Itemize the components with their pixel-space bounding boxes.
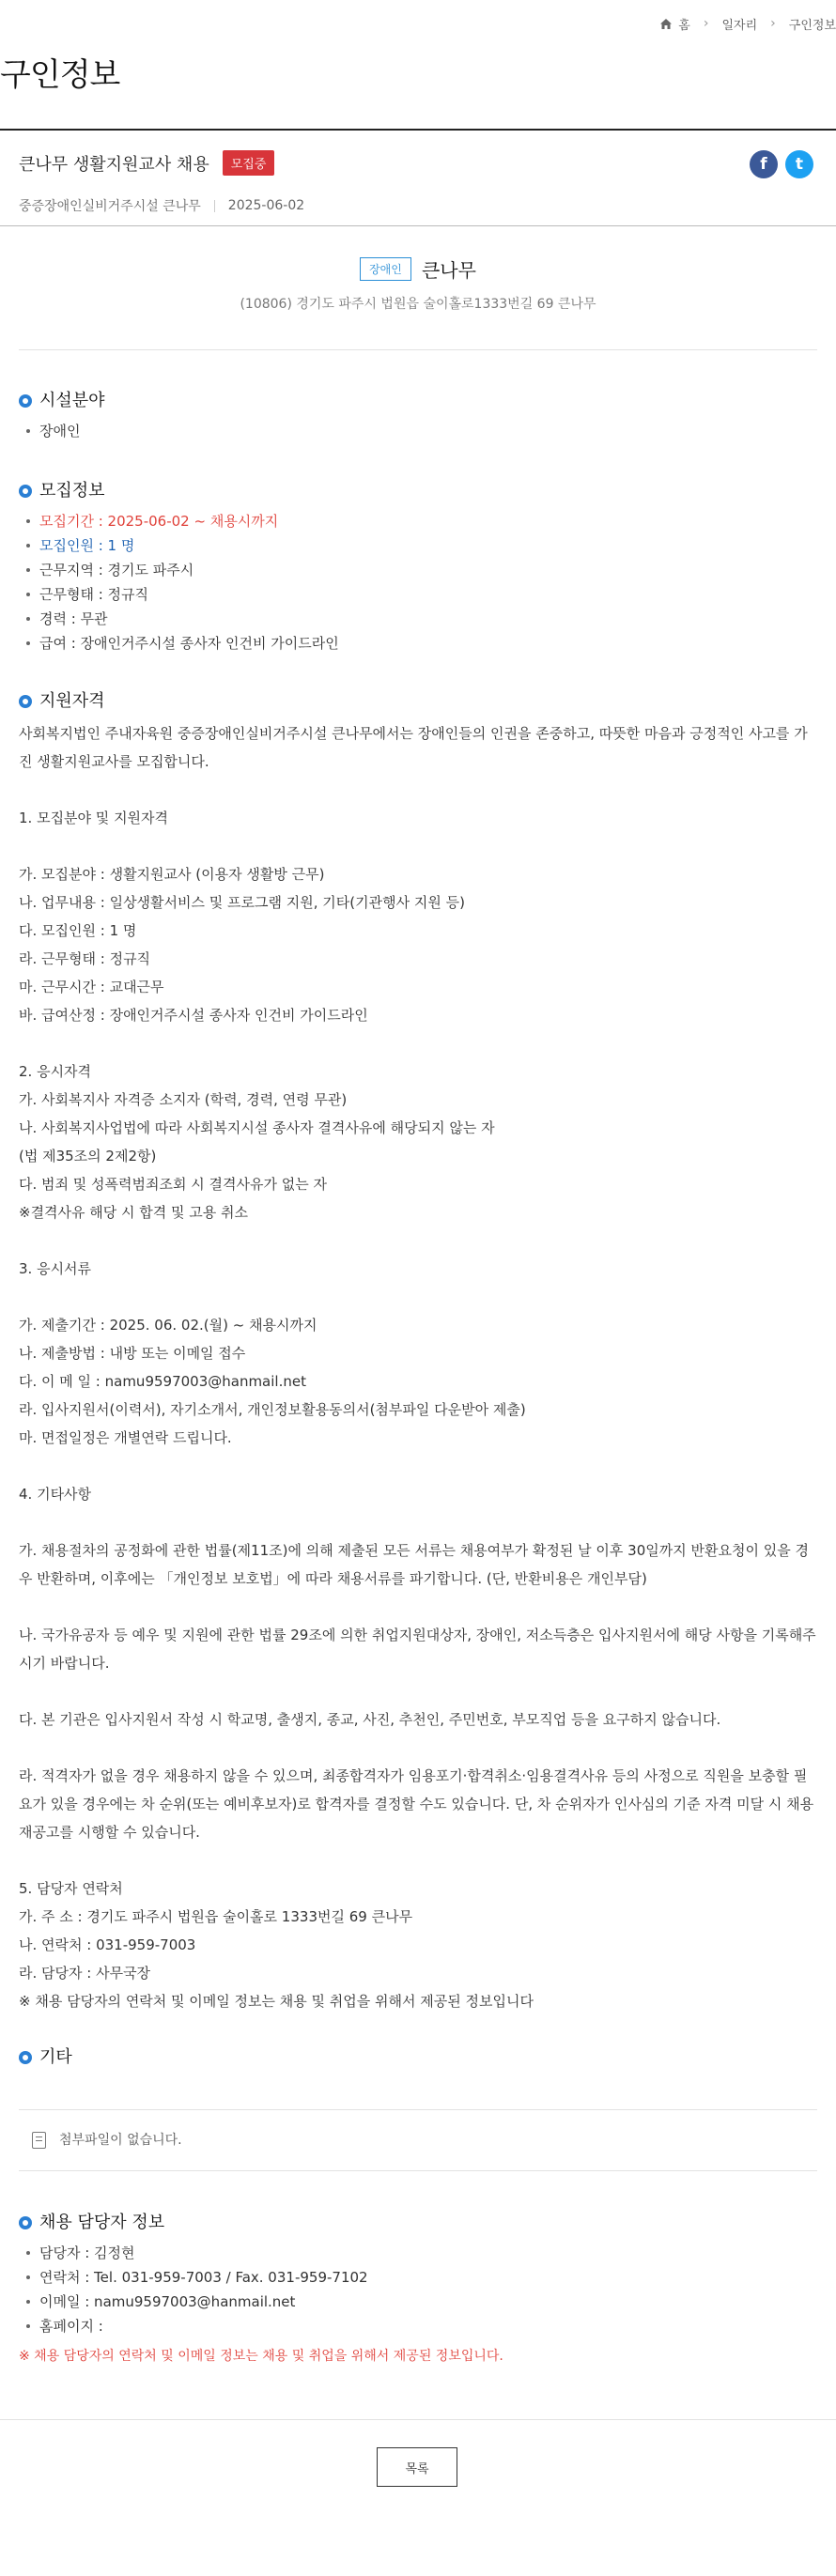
section-title: 모집정보: [39, 481, 105, 501]
divider: [0, 225, 836, 226]
job-header: [19, 150, 817, 215]
divider: [0, 2419, 836, 2420]
section-title: 기타: [39, 2047, 72, 2067]
list-item: 담당자 : 김정현: [19, 2241, 817, 2265]
org-address: (10806) 경기도 파주시 법원읍 술이홀로1333번길 69 큰나무: [240, 297, 596, 312]
job-detail: [19, 387, 817, 2370]
section-heading: [19, 387, 817, 415]
list-item: 근무지역 : 경기도 파주시: [19, 558, 817, 582]
list-item: 모집인원 : 1 명: [19, 533, 817, 558]
section-heading: [19, 2209, 817, 2237]
qualification-text: 사회복지법인 주내자육원 중증장애인실비거주시설 큰나무에서는 장애인들의 인권을 존중하고, 따뜻한 마음과 긍정적인 사고를 가진 생활지원교사를 모집합니다. 1. 모집분야 및 지원자격 가. 모집분야 : 생활지원교사 (이용자 생활방 근무) 나. 업무내용 : 일상생활서비스 및 프로그램 지원, 기타(기관행사 지원 등) 다. 모집인원 : 1 명 라. 근무형태 : 정규직 마. 근무시간 : 교대근무 바. 급여산정 : 장애인거주시설 종사자 인건비 가이드라인 2. 응시자격 가. 사회복지사 자격증 소지자 (학력, 경력, 연령 무관) 나. 사회복지사업법에 따라 사회복지시설 종사자 결격사유에 해당되지 않는 자 (법 제35조의 2제2항) 다. 범죄 및 성폭력범죄조회 시 결격사유가 없는 자 ※결격사유 해당 시 합격 및 고용 취소 3. 응시서류 가. 제출기간 : 2025. 06. 02.(월) ~ 채용시까지 나. 제출방법 : 내방 또는 이메일 접수 다. 이 메 일 : namu9597003@hanmail.net 라. 입사지원서(이력서), 자기소개서, 개인정보활용동의서(첨부파일 다운받아 제출) 마. 면접일정은 개별연락 드립니다. 4. 기타사항 가. 채용절차의 공정화에 관한 법률(제11조)에 의해 제출된 모든 서류는 채용여부가 확정된 날 이후 30일까지 반환요청이 있을 경우 반환하며, 이후에는 「개인정보 보호법」에 따라 채용서류를 파기합니다. (단, 반환비용은 개인부담) 나. 국가유공자 등 예우 및 지원에 관한 법률 29조에 의한 취업지원대상자, 장애인, 저소득층은 입사지원서에 해당 사항을 기록해주시기 바랍니다. 다. 본 기관은 입사지원서 작성 시 학교명, 출생지, 종교, 사진, 추천인, 주민번호, 부모직업 등을 요구하지 않습니다. 라. 적격자가 없을 경우 채용하지 않을 수 있으며, 최종합격자가 임용포기·합격취소·임용결격사유 등의 사정으로 직원을 보충할 필요가 있을 경우에는 차 순위(또는 예비후보자)로 합격자를 결정할 수도 있습니다. 단, 차 순위자가 인사심의 기준 자격 미달 시 채용 재공고를 시행할 수 있습니다. 5. 담당자 연락처 가. 주 소 : 경기도 파주시 법원읍 술이홀로 1333번길 69 큰나무 나. 연락처 : 031-959-7003 라. 담당자 : 사무국장 ※ 채용 담당자의 연락처 및 이메일 정보는 채용 및 취업을 위해서 제공된 정보입니다: [19, 725, 816, 2010]
job-meta: [19, 196, 817, 215]
list-item: 근무형태 : 정규직: [19, 582, 817, 607]
job-org: 중증장애인실비거주시설 큰나무: [19, 199, 201, 214]
org-category-tag: 장애인: [360, 257, 411, 281]
bullet-icon: [19, 695, 32, 708]
home-icon[interactable]: [659, 18, 673, 30]
section-title: 지원자격: [39, 691, 105, 711]
list-item: 홈페이지 :: [19, 2314, 817, 2338]
bullet-icon: [19, 485, 32, 498]
breadcrumb-jobs[interactable]: 일자리: [721, 18, 758, 33]
breadcrumb-home[interactable]: 홈: [678, 18, 690, 33]
section-heading: [19, 2044, 817, 2072]
contact-notice: ※ 채용 담당자의 연락처 및 이메일 정보는 채용 및 취업을 위해서 제공된 정보입니다.: [19, 2349, 503, 2364]
field-list: [19, 419, 817, 443]
list-item: 모집기간 : 2025-06-02 ~ 채용시까지: [19, 509, 817, 533]
divider: [214, 200, 215, 212]
section-title: 시설분야: [39, 391, 105, 410]
chevron-right-icon: ›: [770, 16, 776, 31]
status-badge: 모집중: [223, 150, 275, 176]
list-item: 급여 : 장애인거주시설 종사자 인건비 가이드라인: [19, 631, 817, 656]
section-heading: [19, 477, 817, 505]
bullet-icon: [19, 394, 32, 408]
breadcrumb-current[interactable]: 구인정보: [788, 18, 836, 33]
list-button[interactable]: 목록: [377, 2447, 457, 2487]
divider: [19, 349, 817, 350]
list-item: 장애인: [19, 419, 817, 443]
job-date: 2025-06-02: [227, 198, 305, 213]
org-info: [0, 255, 836, 313]
page-title: 구인정보: [0, 56, 120, 94]
job-title: 큰나무 생활지원교사 채용: [19, 154, 209, 175]
list-item: 연락처 : Tel. 031-959-7003 / Fax. 031-959-7102: [19, 2265, 817, 2290]
attachment-box: [19, 2109, 817, 2171]
contact-list: [19, 2241, 817, 2338]
share-buttons: [750, 150, 813, 178]
facebook-icon[interactable]: f: [750, 150, 778, 178]
twitter-icon[interactable]: t: [785, 150, 813, 178]
bullet-icon: [19, 2216, 32, 2229]
chevron-right-icon: ›: [703, 16, 709, 31]
document-icon: [32, 2132, 46, 2149]
list-item: 이메일 : namu9597003@hanmail.net: [19, 2290, 817, 2314]
breadcrumb: [659, 13, 836, 34]
org-name: 큰나무: [421, 259, 476, 282]
divider: [0, 129, 836, 131]
attachment-text: 첨부파일이 없습니다.: [59, 2133, 182, 2148]
recruit-list: [19, 509, 817, 656]
list-item: 경력 : 무관: [19, 607, 817, 631]
section-heading: [19, 687, 817, 716]
job-title-row: [19, 150, 817, 176]
section-title: 채용 담당자 정보: [39, 2213, 165, 2232]
bullet-icon: [19, 2051, 32, 2064]
